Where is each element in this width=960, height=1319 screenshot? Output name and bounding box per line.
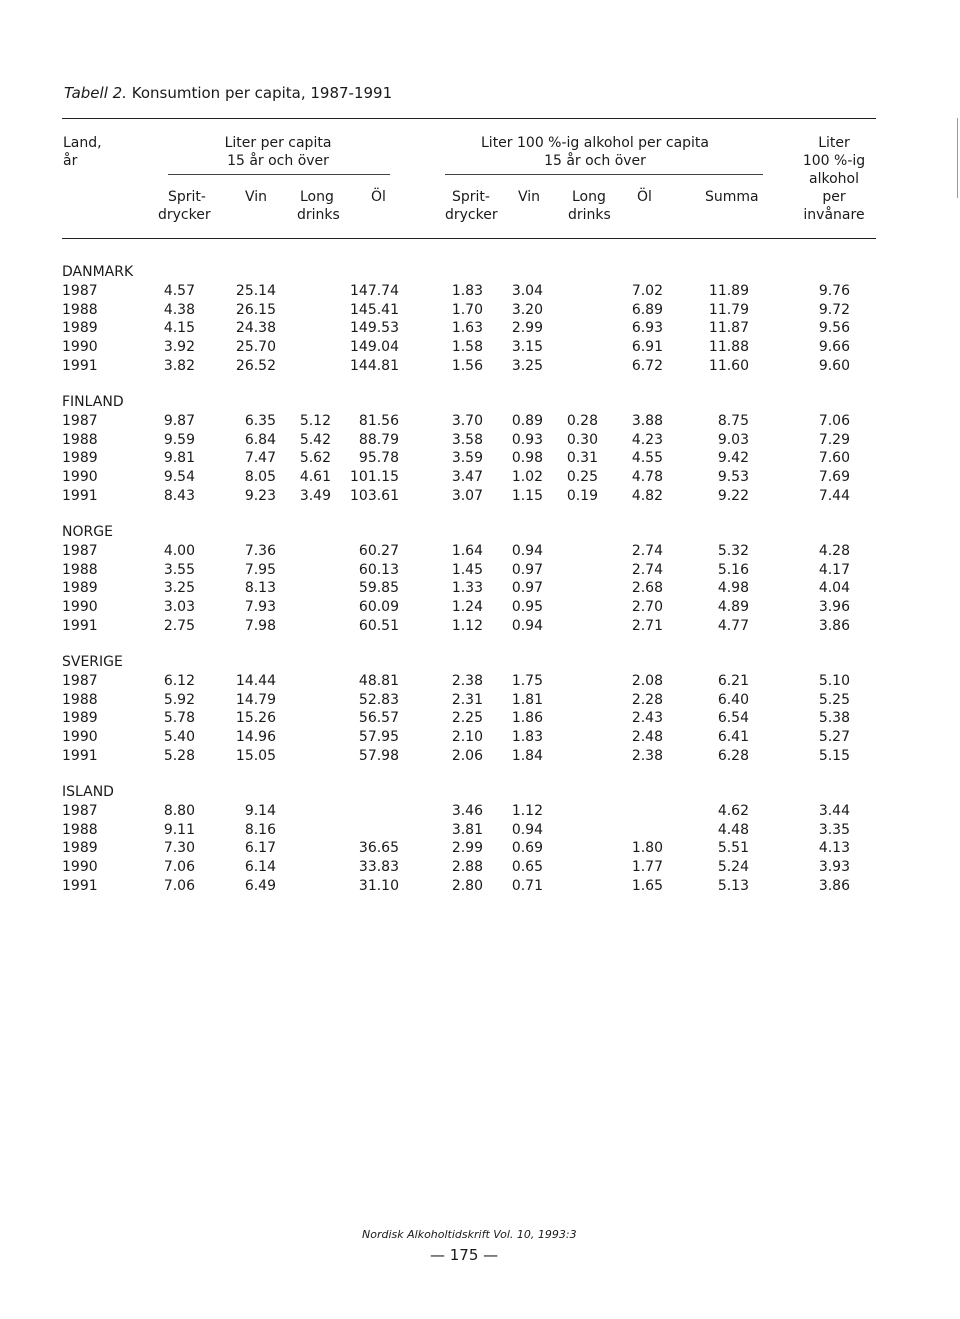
table-cell: 0.94 xyxy=(511,821,543,838)
table-cell: 9.72 xyxy=(818,301,850,318)
table-cell: 3.58 xyxy=(451,431,483,448)
table-cell: 0.71 xyxy=(511,877,543,894)
row-year: 1990 xyxy=(62,468,98,485)
table-cell: 2.10 xyxy=(451,728,483,745)
table-cell: 36.65 xyxy=(358,840,399,857)
table-cell: 60.13 xyxy=(358,561,399,578)
table-cell: 56.57 xyxy=(358,710,399,727)
table-cell: 1.83 xyxy=(511,728,543,745)
row-year: 1991 xyxy=(62,617,98,634)
table-cell: 1.12 xyxy=(451,617,483,634)
header-group1-line1: Liter per capita xyxy=(224,135,332,151)
section-heading-norge: NORGE xyxy=(62,524,113,540)
table-cell: 4.17 xyxy=(818,561,850,578)
table-cell: 6.28 xyxy=(717,747,749,764)
table-cell: 8.43 xyxy=(163,487,195,504)
row-year: 1988 xyxy=(62,301,98,318)
table-cell: 3.92 xyxy=(163,338,195,355)
table-cell: 0.89 xyxy=(511,413,543,430)
table-cell: 5.42 xyxy=(299,431,331,448)
table-cell: 14.96 xyxy=(235,728,276,745)
table-cell: 1.12 xyxy=(511,803,543,820)
table-cell: 3.25 xyxy=(163,580,195,597)
table-cell: 15.05 xyxy=(235,747,276,764)
col-ol-2: Öl xyxy=(637,189,652,205)
row-year: 1991 xyxy=(62,357,98,374)
table-cell: 4.04 xyxy=(818,580,850,597)
table-cell: 5.32 xyxy=(717,543,749,560)
table-cell: 11.89 xyxy=(708,283,749,300)
table-cell: 0.93 xyxy=(511,431,543,448)
table-cell: 1.84 xyxy=(511,747,543,764)
table-cell: 9.81 xyxy=(163,450,195,467)
row-year: 1991 xyxy=(62,487,98,504)
table-cell: 2.74 xyxy=(631,543,663,560)
table-cell: 5.62 xyxy=(299,450,331,467)
col-long-1: Long xyxy=(300,189,334,205)
table-cell: 4.98 xyxy=(717,580,749,597)
table-cell: 8.05 xyxy=(244,468,276,485)
section-heading-sverige: SVERIGE xyxy=(62,654,123,670)
table-cell: 5.15 xyxy=(818,747,850,764)
header-last-2: 100 %-ig xyxy=(802,153,866,169)
section-heading-danmark: DANMARK xyxy=(62,264,134,280)
table-cell: 6.14 xyxy=(244,858,276,875)
table-cell: 4.23 xyxy=(631,431,663,448)
table-caption xyxy=(64,84,392,102)
table-cell: 95.78 xyxy=(358,450,399,467)
table-cell: 1.75 xyxy=(511,673,543,690)
table-cell: 2.80 xyxy=(451,877,483,894)
table-cell: 9.60 xyxy=(818,357,850,374)
table-cell: 2.70 xyxy=(631,598,663,615)
col-drinks-1: drinks xyxy=(297,207,340,223)
table-cell: 3.88 xyxy=(631,413,663,430)
table-cell: 59.85 xyxy=(358,580,399,597)
table-cell: 7.06 xyxy=(818,413,850,430)
header-land: Land, xyxy=(63,135,102,151)
table-cell: 4.13 xyxy=(818,840,850,857)
group1-rule xyxy=(168,174,390,175)
row-year: 1990 xyxy=(62,728,98,745)
header-group2-line2: 15 år och över xyxy=(544,153,646,169)
table-cell: 0.65 xyxy=(511,858,543,875)
table-cell: 6.93 xyxy=(631,320,663,337)
table-cell: 2.99 xyxy=(451,840,483,857)
table-cell: 5.24 xyxy=(717,858,749,875)
table-cell: 7.06 xyxy=(163,858,195,875)
table-cell: 5.92 xyxy=(163,691,195,708)
row-year: 1987 xyxy=(62,803,98,820)
header-last-1: Liter xyxy=(818,135,850,151)
table-cell: 3.59 xyxy=(451,450,483,467)
table-cell: 0.97 xyxy=(511,580,543,597)
table-cell: 3.35 xyxy=(818,821,850,838)
header-last-3: alkohol xyxy=(809,171,859,187)
header-bottom-rule xyxy=(62,238,876,239)
table-cell: 6.21 xyxy=(717,673,749,690)
table-cell: 103.61 xyxy=(350,487,399,504)
table-cell: 4.48 xyxy=(717,821,749,838)
table-cell: 7.06 xyxy=(163,877,195,894)
table-cell: 6.49 xyxy=(244,877,276,894)
table-cell: 2.88 xyxy=(451,858,483,875)
section-heading-finland: FINLAND xyxy=(62,394,124,410)
table-cell: 5.51 xyxy=(717,840,749,857)
table-cell: 1.83 xyxy=(451,283,483,300)
header-last-5: invånare xyxy=(803,207,865,223)
section-heading-island: ISLAND xyxy=(62,784,114,800)
page-edge-mark xyxy=(957,118,958,198)
row-year: 1987 xyxy=(62,283,98,300)
journal-footer: Nordisk Alkoholtidskrift Vol. 10, 1993:3 xyxy=(362,1228,577,1241)
table-cell: 6.40 xyxy=(717,691,749,708)
page-number: — 175 — xyxy=(430,1246,499,1264)
table-cell: 1.15 xyxy=(511,487,543,504)
table-cell: 88.79 xyxy=(358,431,399,448)
table-cell: 2.48 xyxy=(631,728,663,745)
table-cell: 3.55 xyxy=(163,561,195,578)
table-cell: 9.42 xyxy=(717,450,749,467)
col-ol-1: Öl xyxy=(371,189,386,205)
table-cell: 3.96 xyxy=(818,598,850,615)
table-cell: 2.08 xyxy=(631,673,663,690)
table-cell: 15.26 xyxy=(235,710,276,727)
table-cell: 5.38 xyxy=(818,710,850,727)
table-cell: 9.56 xyxy=(818,320,850,337)
table-cell: 4.55 xyxy=(631,450,663,467)
table-cell: 9.23 xyxy=(244,487,276,504)
header-group1-line2: 15 år och över xyxy=(227,153,329,169)
row-year: 1991 xyxy=(62,747,98,764)
table-cell: 0.31 xyxy=(566,450,598,467)
table-cell: 6.41 xyxy=(717,728,749,745)
table-cell: 0.69 xyxy=(511,840,543,857)
table-cell: 5.13 xyxy=(717,877,749,894)
table-cell: 3.25 xyxy=(511,357,543,374)
table-cell: 6.72 xyxy=(631,357,663,374)
table-cell: 7.95 xyxy=(244,561,276,578)
row-year: 1988 xyxy=(62,821,98,838)
table-cell: 2.28 xyxy=(631,691,663,708)
table-cell: 2.31 xyxy=(451,691,483,708)
table-cell: 11.88 xyxy=(708,338,749,355)
table-cell: 2.75 xyxy=(163,617,195,634)
table-cell: 7.98 xyxy=(244,617,276,634)
table-cell: 4.15 xyxy=(163,320,195,337)
table-cell: 3.20 xyxy=(511,301,543,318)
table-cell: 7.29 xyxy=(818,431,850,448)
table-cell: 2.25 xyxy=(451,710,483,727)
table-cell: 7.44 xyxy=(818,487,850,504)
caption-title: Konsumtion per capita, 1987-1991 xyxy=(131,84,393,102)
table-cell: 4.78 xyxy=(631,468,663,485)
table-cell: 4.77 xyxy=(717,617,749,634)
table-cell: 149.53 xyxy=(350,320,399,337)
table-cell: 2.99 xyxy=(511,320,543,337)
table-cell: 3.81 xyxy=(451,821,483,838)
row-year: 1989 xyxy=(62,710,98,727)
table-cell: 0.97 xyxy=(511,561,543,578)
table-cell: 9.59 xyxy=(163,431,195,448)
table-cell: 60.09 xyxy=(358,598,399,615)
row-year: 1988 xyxy=(62,431,98,448)
table-cell: 7.69 xyxy=(818,468,850,485)
table-cell: 7.60 xyxy=(818,450,850,467)
table-cell: 25.70 xyxy=(235,338,276,355)
table-cell: 1.63 xyxy=(451,320,483,337)
table-cell: 1.45 xyxy=(451,561,483,578)
table-cell: 8.80 xyxy=(163,803,195,820)
table-cell: 11.87 xyxy=(708,320,749,337)
table-cell: 6.12 xyxy=(163,673,195,690)
table-cell: 60.51 xyxy=(358,617,399,634)
table-cell: 0.95 xyxy=(511,598,543,615)
table-cell: 5.40 xyxy=(163,728,195,745)
table-cell: 149.04 xyxy=(350,338,399,355)
row-year: 1987 xyxy=(62,673,98,690)
table-cell: 3.46 xyxy=(451,803,483,820)
table-cell: 8.13 xyxy=(244,580,276,597)
table-cell: 14.79 xyxy=(235,691,276,708)
table-cell: 1.02 xyxy=(511,468,543,485)
table-cell: 3.03 xyxy=(163,598,195,615)
header-group2-line1: Liter 100 %-ig alkohol per capita xyxy=(481,135,709,151)
caption-label: Tabell 2. xyxy=(64,84,127,102)
table-cell: 52.83 xyxy=(358,691,399,708)
table-cell: 11.79 xyxy=(708,301,749,318)
table-cell: 6.17 xyxy=(244,840,276,857)
table-cell: 0.28 xyxy=(566,413,598,430)
col-vin-1: Vin xyxy=(245,189,268,205)
table-cell: 0.25 xyxy=(566,468,598,485)
table-cell: 5.12 xyxy=(299,413,331,430)
table-cell: 0.98 xyxy=(511,450,543,467)
table-cell: 31.10 xyxy=(358,877,399,894)
table-cell: 3.82 xyxy=(163,357,195,374)
table-cell: 145.41 xyxy=(350,301,399,318)
row-year: 1988 xyxy=(62,561,98,578)
table-cell: 3.49 xyxy=(299,487,331,504)
table-cell: 4.89 xyxy=(717,598,749,615)
table-cell: 5.78 xyxy=(163,710,195,727)
table-cell: 1.65 xyxy=(631,877,663,894)
table-cell: 1.33 xyxy=(451,580,483,597)
table-cell: 1.86 xyxy=(511,710,543,727)
row-year: 1989 xyxy=(62,320,98,337)
table-cell: 6.89 xyxy=(631,301,663,318)
table-cell: 5.16 xyxy=(717,561,749,578)
table-cell: 3.04 xyxy=(511,283,543,300)
row-year: 1989 xyxy=(62,450,98,467)
table-cell: 11.60 xyxy=(708,357,749,374)
table-cell: 57.98 xyxy=(358,747,399,764)
table-cell: 4.57 xyxy=(163,283,195,300)
table-cell: 147.74 xyxy=(350,283,399,300)
table-cell: 9.11 xyxy=(163,821,195,838)
col-long-2: Long xyxy=(572,189,606,205)
table-cell: 1.77 xyxy=(631,858,663,875)
table-cell: 24.38 xyxy=(235,320,276,337)
table-cell: 9.66 xyxy=(818,338,850,355)
table-cell: 5.25 xyxy=(818,691,850,708)
table-cell: 4.62 xyxy=(717,803,749,820)
table-cell: 9.22 xyxy=(717,487,749,504)
table-cell: 101.15 xyxy=(350,468,399,485)
table-cell: 3.44 xyxy=(818,803,850,820)
table-cell: 8.16 xyxy=(244,821,276,838)
table-cell: 5.28 xyxy=(163,747,195,764)
table-cell: 1.24 xyxy=(451,598,483,615)
table-cell: 1.58 xyxy=(451,338,483,355)
table-cell: 3.47 xyxy=(451,468,483,485)
table-cell: 5.27 xyxy=(818,728,850,745)
row-year: 1990 xyxy=(62,598,98,615)
col-drinks-2: drinks xyxy=(568,207,611,223)
table-cell: 0.94 xyxy=(511,543,543,560)
table-cell: 8.75 xyxy=(717,413,749,430)
col-sprit-1: Sprit- xyxy=(168,189,206,205)
table-cell: 26.15 xyxy=(235,301,276,318)
table-cell: 2.06 xyxy=(451,747,483,764)
col-summa: Summa xyxy=(705,189,759,205)
table-cell: 9.03 xyxy=(717,431,749,448)
table-cell: 6.35 xyxy=(244,413,276,430)
table-cell: 33.83 xyxy=(358,858,399,875)
group2-rule xyxy=(445,174,763,175)
table-cell: 4.28 xyxy=(818,543,850,560)
table-cell: 1.56 xyxy=(451,357,483,374)
table-cell: 2.43 xyxy=(631,710,663,727)
row-year: 1989 xyxy=(62,580,98,597)
table-cell: 9.54 xyxy=(163,468,195,485)
row-year: 1990 xyxy=(62,858,98,875)
table-cell: 3.86 xyxy=(818,617,850,634)
table-cell: 3.07 xyxy=(451,487,483,504)
table-cell: 14.44 xyxy=(235,673,276,690)
col-drycker-1: drycker xyxy=(158,207,211,223)
table-cell: 9.76 xyxy=(818,283,850,300)
table-cell: 9.14 xyxy=(244,803,276,820)
table-cell: 48.81 xyxy=(358,673,399,690)
table-cell: 3.15 xyxy=(511,338,543,355)
table-cell: 2.38 xyxy=(631,747,663,764)
table-cell: 9.53 xyxy=(717,468,749,485)
table-cell: 7.36 xyxy=(244,543,276,560)
table-cell: 5.10 xyxy=(818,673,850,690)
table-cell: 6.84 xyxy=(244,431,276,448)
table-cell: 7.47 xyxy=(244,450,276,467)
table-cell: 144.81 xyxy=(350,357,399,374)
table-cell: 26.52 xyxy=(235,357,276,374)
table-cell: 3.70 xyxy=(451,413,483,430)
table-cell: 4.00 xyxy=(163,543,195,560)
table-cell: 7.93 xyxy=(244,598,276,615)
row-year: 1991 xyxy=(62,877,98,894)
table-cell: 4.61 xyxy=(299,468,331,485)
table-cell: 1.70 xyxy=(451,301,483,318)
table-cell: 1.80 xyxy=(631,840,663,857)
row-year: 1988 xyxy=(62,691,98,708)
table-cell: 57.95 xyxy=(358,728,399,745)
table-cell: 4.82 xyxy=(631,487,663,504)
table-cell: 7.02 xyxy=(631,283,663,300)
table-cell: 60.27 xyxy=(358,543,399,560)
row-year: 1987 xyxy=(62,413,98,430)
table-cell: 6.91 xyxy=(631,338,663,355)
table-cell: 3.86 xyxy=(818,877,850,894)
header-ar: år xyxy=(63,153,78,169)
top-rule xyxy=(62,118,876,119)
table-cell: 2.38 xyxy=(451,673,483,690)
table-cell: 7.30 xyxy=(163,840,195,857)
table-cell: 1.81 xyxy=(511,691,543,708)
table-cell: 25.14 xyxy=(235,283,276,300)
table-cell: 2.71 xyxy=(631,617,663,634)
table-cell: 6.54 xyxy=(717,710,749,727)
table-cell: 1.64 xyxy=(451,543,483,560)
col-sprit-2: Sprit- xyxy=(452,189,490,205)
table-cell: 2.74 xyxy=(631,561,663,578)
table-cell: 0.19 xyxy=(566,487,598,504)
row-year: 1989 xyxy=(62,840,98,857)
row-year: 1987 xyxy=(62,543,98,560)
table-cell: 0.30 xyxy=(566,431,598,448)
table-cell: 2.68 xyxy=(631,580,663,597)
table-cell: 4.38 xyxy=(163,301,195,318)
row-year: 1990 xyxy=(62,338,98,355)
header-last-4: per xyxy=(822,189,846,205)
table-cell: 0.94 xyxy=(511,617,543,634)
table-cell: 3.93 xyxy=(818,858,850,875)
col-drycker-2: drycker xyxy=(445,207,498,223)
col-vin-2: Vin xyxy=(518,189,541,205)
table-cell: 81.56 xyxy=(358,413,399,430)
table-cell: 9.87 xyxy=(163,413,195,430)
